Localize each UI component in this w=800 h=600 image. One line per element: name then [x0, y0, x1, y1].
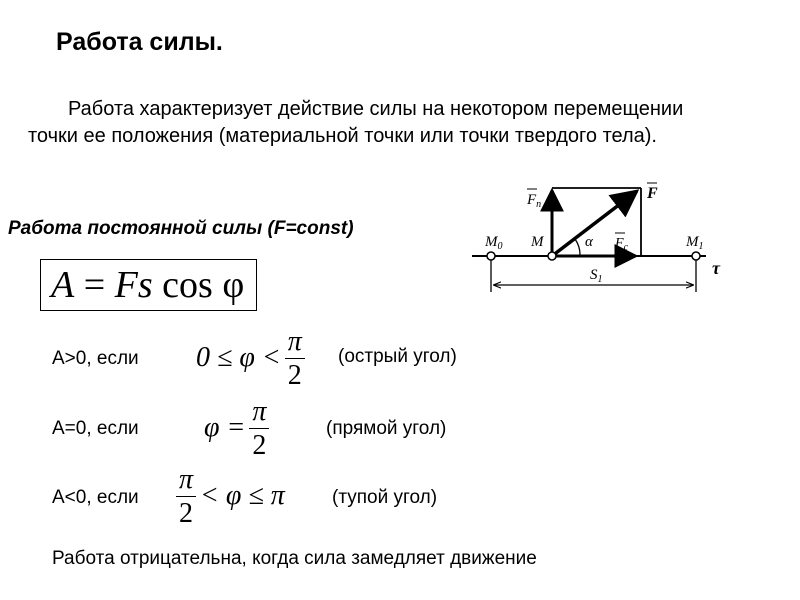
alpha-arc: [575, 239, 580, 256]
s1-label: $S_1$: [590, 267, 603, 285]
formula-f: F: [114, 264, 138, 306]
fraction-denominator: 2: [176, 496, 196, 531]
condition-acute-note: (острый угол): [338, 346, 457, 367]
condition-obtuse-label: A<0, если: [52, 487, 139, 508]
constant-force-heading: Работа постоянной силы (F=const): [8, 218, 354, 239]
condition-obtuse-note: (тупой угол): [332, 487, 438, 508]
point-m: [548, 252, 556, 260]
point-m0: [487, 252, 495, 260]
conclusion-text: Работа отрицательна, когда сила замедляет движение: [52, 548, 537, 569]
fn-label: $F_п$: [527, 192, 542, 210]
fraction-numerator: π: [287, 326, 302, 357]
point-m1: [692, 252, 700, 260]
formula-eq: =: [83, 264, 106, 306]
formula-phi: φ: [222, 264, 245, 306]
m-label: M: [531, 234, 544, 250]
slide-title: Работа силы.: [56, 28, 223, 56]
fraction-numerator: π: [252, 396, 267, 427]
m0-label: $M_0$: [485, 234, 503, 252]
formula-s: s: [137, 264, 153, 306]
condition-right-left: φ =: [204, 411, 246, 443]
intro-text: Работа характеризует действие силы на некотором перемещении точки ее положения (материальной точки или точки твердого тела).: [28, 98, 684, 147]
alpha-label: α: [585, 234, 593, 250]
fraction-denominator: 2: [285, 358, 305, 393]
condition-right-label: A=0, если: [52, 418, 139, 439]
formula-cos: cos: [162, 264, 213, 306]
fc-label: $F_с$: [615, 236, 629, 253]
formula-lhs: A: [51, 264, 75, 306]
m1-label: $M_1$: [686, 234, 704, 252]
condition-acute-label: A>0, если: [52, 348, 139, 369]
condition-right-note: (прямой угол): [326, 418, 447, 439]
condition-obtuse-right: < φ ≤ π: [200, 479, 285, 511]
condition-acute-left: 0 ≤ φ <: [196, 341, 281, 373]
f-label: F: [647, 185, 658, 202]
fraction-numerator: π: [179, 464, 194, 495]
tau-label: τ: [712, 258, 720, 278]
fraction-denominator: 2: [249, 428, 269, 463]
